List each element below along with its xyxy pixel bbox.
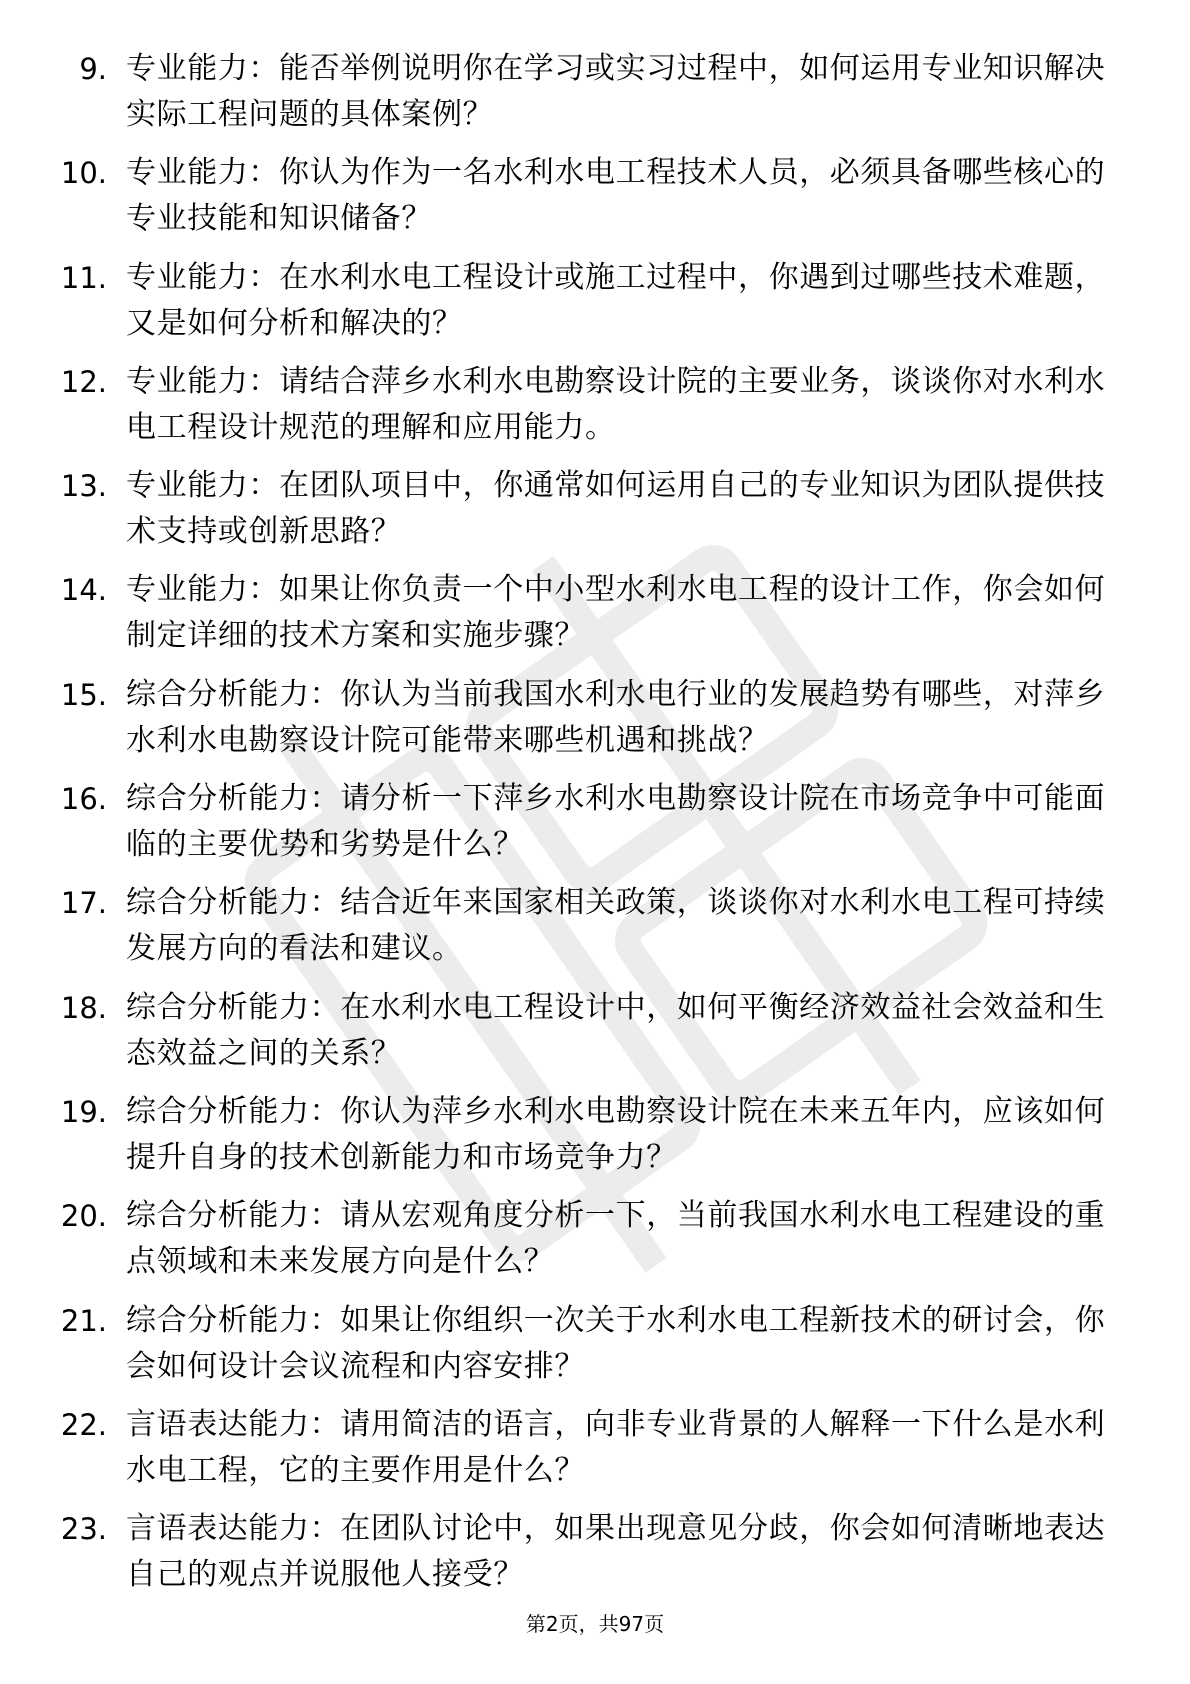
question-number: 15. bbox=[60, 677, 107, 712]
question-item bbox=[0, 567, 1190, 671]
question-number: 11. bbox=[60, 260, 107, 295]
question-item bbox=[0, 1506, 1190, 1610]
question-item bbox=[0, 1402, 1190, 1506]
question-item bbox=[0, 463, 1190, 567]
question-text: 言语表达能力：在团队讨论中，如果出现意见分歧，你会如何清晰地表达自己的观点并说服他人接受？ bbox=[126, 1511, 1106, 1593]
question-item bbox=[0, 880, 1190, 984]
question-number: 22. bbox=[60, 1407, 107, 1442]
question-list bbox=[0, 46, 1190, 1610]
question-item bbox=[0, 359, 1190, 463]
question-text: 综合分析能力：结合近年来国家相关政策，谈谈你对水利水电工程可持续发展方向的看法和建议。 bbox=[126, 885, 1106, 967]
question-number: 14. bbox=[60, 573, 107, 608]
page-number-label: 第2页，共97页 bbox=[525, 1612, 665, 1636]
question-number: 23. bbox=[60, 1512, 107, 1547]
question-item bbox=[0, 1193, 1190, 1297]
question-text: 专业能力：在水利水电工程设计或施工过程中，你遇到过哪些技术难题，又是如何分析和解决的？ bbox=[126, 259, 1106, 341]
question-text: 专业能力：在团队项目中，你通常如何运用自己的专业知识为团队提供技术支持或创新思路？ bbox=[126, 468, 1106, 550]
question-item bbox=[0, 985, 1190, 1089]
question-text: 综合分析能力：你认为萍乡水利水电勘察设计院在未来五年内，应该如何提升自身的技术创新能力和市场竞争力？ bbox=[126, 1093, 1106, 1175]
question-item bbox=[0, 672, 1190, 776]
question-number: 10. bbox=[60, 156, 107, 191]
question-number: 21. bbox=[60, 1303, 107, 1338]
page-footer bbox=[0, 1609, 1190, 1639]
question-text: 专业能力：你认为作为一名水利水电工程技术人员，必须具备哪些核心的专业技能和知识储备？ bbox=[126, 155, 1106, 237]
question-number: 18. bbox=[60, 990, 107, 1025]
question-text: 言语表达能力：请用简洁的语言，向非专业背景的人解释一下什么是水利水电工程，它的主要作用是什么？ bbox=[126, 1406, 1106, 1488]
question-text: 综合分析能力：在水利水电工程设计中，如何平衡经济效益社会效益和生态效益之间的关系？ bbox=[126, 989, 1106, 1071]
question-item bbox=[0, 1089, 1190, 1193]
question-number: 16. bbox=[60, 782, 107, 817]
question-text: 专业能力：如果让你负责一个中小型水利水电工程的设计工作，你会如何制定详细的技术方案和实施步骤？ bbox=[126, 572, 1106, 654]
question-item bbox=[0, 150, 1190, 254]
question-text: 综合分析能力：你认为当前我国水利水电行业的发展趋势有哪些，对萍乡水利水电勘察设计院可能带来哪些机遇和挑战？ bbox=[126, 676, 1106, 758]
question-text: 综合分析能力：请从宏观角度分析一下，当前我国水利水电工程建设的重点领域和未来发展方向是什么？ bbox=[126, 1198, 1106, 1280]
question-text: 专业能力：请结合萍乡水利水电勘察设计院的主要业务，谈谈你对水利水电工程设计规范的理解和应用能力。 bbox=[126, 363, 1106, 445]
question-number: 20. bbox=[60, 1199, 107, 1234]
question-text: 专业能力：能否举例说明你在学习或实习过程中，如何运用专业知识解决实际工程问题的具体案例？ bbox=[126, 51, 1106, 132]
question-item bbox=[0, 46, 1190, 150]
question-item bbox=[0, 776, 1190, 880]
question-item bbox=[0, 1298, 1190, 1402]
question-number: 12. bbox=[60, 364, 107, 399]
question-number: 9. bbox=[79, 52, 107, 86]
question-number: 19. bbox=[60, 1094, 107, 1129]
question-text: 综合分析能力：请分析一下萍乡水利水电勘察设计院在市场竞争中可能面临的主要优势和劣势是什么？ bbox=[126, 781, 1106, 863]
question-number: 13. bbox=[60, 469, 107, 504]
question-text: 综合分析能力：如果让你组织一次关于水利水电工程新技术的研讨会，你会如何设计会议流程和内容安排？ bbox=[126, 1302, 1106, 1384]
question-item bbox=[0, 255, 1190, 359]
question-number: 17. bbox=[60, 886, 107, 921]
